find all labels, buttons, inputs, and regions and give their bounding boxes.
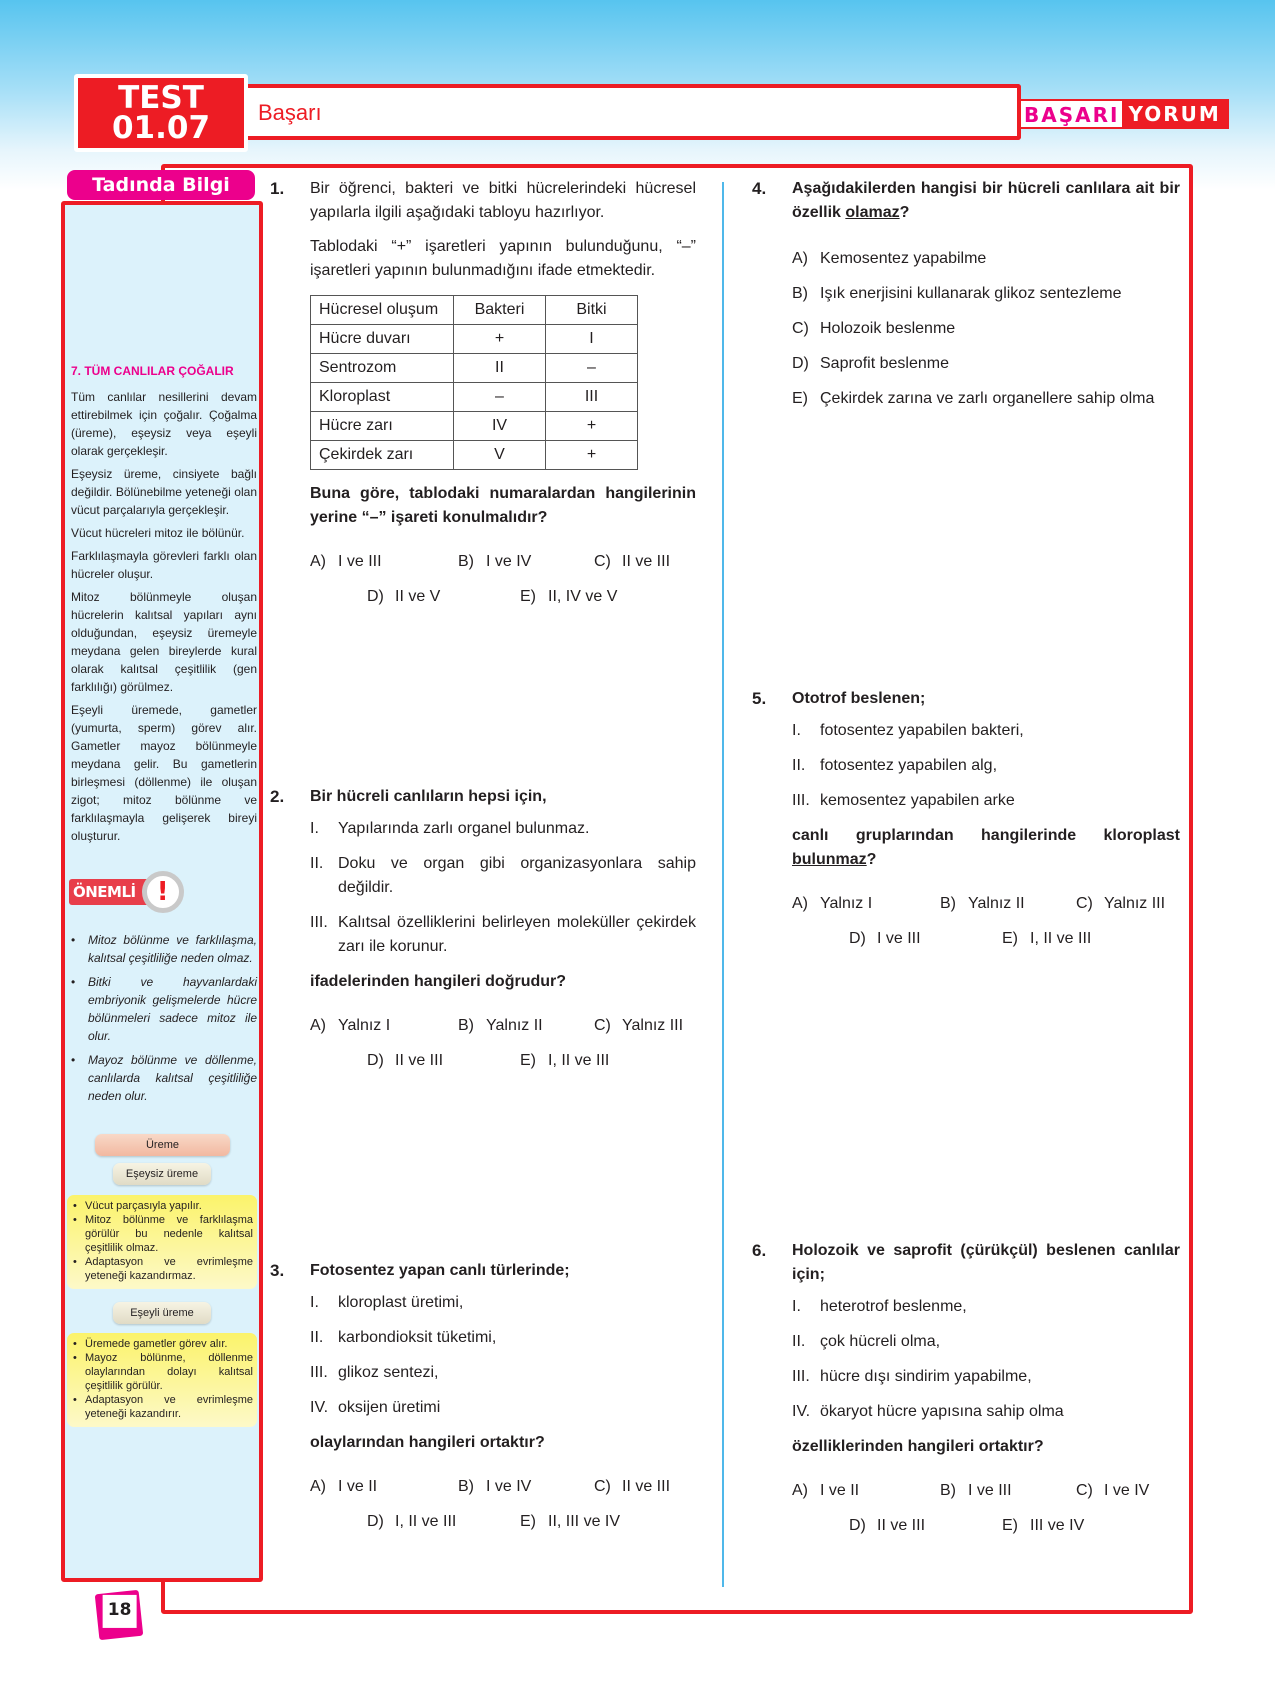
question-stem: ifadelerinden hangileri doğrudur?	[310, 973, 567, 990]
table-cell: –	[546, 354, 638, 383]
statement-list	[310, 1291, 696, 1420]
option-b[interactable]: B) I ve IV	[458, 553, 532, 570]
table-cell: Hücre duvarı	[311, 325, 454, 354]
question-stem: Buna göre, tablodaki numaralardan hangilerinin yerine “–” işareti konulmalıdır?	[310, 485, 696, 526]
option-b[interactable]: B) Yalnız II	[458, 1017, 543, 1034]
diagram-sexual: Eşeyli üreme	[113, 1302, 211, 1324]
option-c[interactable]: C) II ve III	[594, 1478, 671, 1495]
table-row	[311, 383, 638, 412]
sexual-point: • Mayoz bölünme, döllenme olaylarından dolayı kalıtsal çeşitlilik görülür.	[71, 1351, 253, 1393]
option-b[interactable]: B) Işık enerjisini kullanarak glikoz sentezleme	[792, 285, 1122, 302]
answer-options	[310, 1475, 696, 1555]
table-cell: Hücre zarı	[311, 412, 454, 441]
question-intro: Ototrof beslenen;	[792, 690, 926, 707]
option-d[interactable]: D) II ve V	[367, 588, 441, 605]
option-e[interactable]: E) I, II ve III	[1002, 930, 1092, 947]
diagram-asexual: Eşeysiz üreme	[113, 1163, 211, 1185]
table-cell: –	[454, 383, 546, 412]
option-c[interactable]: C) Holozoik beslenme	[792, 320, 956, 337]
test-number: 01.07	[111, 110, 211, 146]
statement-item: III. glikoz sentezi,	[310, 1364, 439, 1381]
option-a[interactable]: A) Kemosentez yapabilme	[792, 250, 987, 267]
answer-options	[310, 1014, 696, 1094]
question-intro: Bir öğrenci, bakteri ve bitki hücrelerindeki hücresel yapılarla ilgili aşağıdaki tabloyu hazırlıyor.	[310, 180, 696, 221]
statement-list	[792, 719, 1180, 813]
sidebar-tag: Tadında Bilgi	[67, 170, 255, 200]
option-c[interactable]: C) I ve IV	[1076, 1482, 1150, 1499]
option-e[interactable]: E) Çekirdek zarına ve zarlı organellere sahip olma	[792, 390, 1155, 407]
statement-list	[792, 1295, 1180, 1424]
option-a[interactable]: A) Yalnız I	[310, 1017, 391, 1034]
table-row	[311, 412, 638, 441]
option-b[interactable]: B) I ve III	[940, 1482, 1012, 1499]
question-intro-2: Tablodaki “+” işaretleri yapının bulunduğunu, “–” işaretleri yapının bulunmadığını ifade etmektedir.	[310, 238, 696, 279]
option-e[interactable]: E) II, IV ve V	[520, 588, 618, 605]
option-b[interactable]: B) Yalnız II	[940, 895, 1025, 912]
emphasis-underline: bulunmaz	[792, 851, 867, 868]
option-c[interactable]: C) Yalnız III	[594, 1017, 684, 1034]
page-number: 18	[103, 1595, 137, 1628]
sidebar-paragraph: Tüm canlılar nesillerini devam ettirebilmek için çoğalır. Çoğalma (üreme), eşeysiz veya eşeyli olarak gerçekleşir.	[71, 390, 257, 458]
statement-item: III. hücre dışı sindirim yapabilme,	[792, 1368, 1032, 1385]
important-badge	[69, 871, 184, 913]
answer-options	[792, 1479, 1180, 1559]
column-divider	[722, 182, 724, 1587]
table-cell: Sentrozom	[311, 354, 454, 383]
statement-item: III. kemosentez yapabilen arke	[792, 792, 1015, 809]
important-item: • Mayoz bölünme ve döllenme, canlılarda kalıtsal çeşitliliğe neden olur.	[71, 1051, 257, 1105]
question-intro: Fotosentez yapan canlı türlerinde;	[310, 1262, 570, 1279]
table-cell: Çekirdek zarı	[311, 441, 454, 470]
sidebar-paragraph: Vücut hücreleri mitoz ile bölünür.	[71, 526, 245, 540]
table-cell: +	[454, 325, 546, 354]
statement-item: I. heterotrof beslenme,	[792, 1298, 967, 1315]
question-number: 5.	[752, 689, 767, 708]
brand-logo	[1019, 99, 1229, 129]
table-header: Bakteri	[454, 296, 546, 325]
question-number: 4.	[752, 179, 767, 198]
option-a[interactable]: A) Yalnız I	[792, 895, 873, 912]
question-number: 3.	[270, 1261, 285, 1280]
option-d[interactable]: D) I, II ve III	[367, 1513, 457, 1530]
test-badge	[74, 74, 248, 152]
table-cell: V	[454, 441, 546, 470]
sidebar-paragraph: Farklılaşmayla görevleri farklı olan hücreler oluşur.	[71, 549, 257, 581]
table-cell: +	[546, 441, 638, 470]
structures-table	[310, 295, 638, 470]
question-stem: canlı gruplarından hangilerinde kloroplast bulunmaz?	[792, 827, 1180, 868]
table-cell: III	[546, 383, 638, 412]
answer-options	[792, 247, 1180, 411]
table-row	[311, 354, 638, 383]
table-header: Hücresel oluşum	[311, 296, 454, 325]
statement-list	[310, 817, 696, 959]
table-cell: II	[454, 354, 546, 383]
emphasis-underline: olamaz	[845, 204, 900, 221]
question-number: 1.	[270, 179, 285, 198]
title-bar	[244, 84, 1021, 140]
option-c[interactable]: C) II ve III	[594, 553, 671, 570]
question-number: 6.	[752, 1241, 767, 1260]
statement-item: II. fotosentez yapabilen alg,	[792, 757, 998, 774]
answer-options	[792, 892, 1180, 972]
sexual-point: • Üremede gametler görev alır.	[71, 1337, 253, 1351]
question-intro: Aşağıdakilerden hangisi bir hücreli canlılara ait bir özellik olamaz?	[792, 180, 1180, 221]
info-sidebar	[61, 201, 263, 1582]
table-cell: I	[546, 325, 638, 354]
option-a[interactable]: A) I ve III	[310, 553, 382, 570]
asexual-point: • Mitoz bölünme ve farklılaşma görülür bu nedenle kalıtsal çeşitlilik olmaz.	[71, 1213, 253, 1255]
question-stem: özelliklerinden hangileri ortaktır?	[792, 1438, 1044, 1455]
brand-part1: BAŞARI	[1019, 99, 1124, 129]
page-number-badge	[95, 1590, 144, 1640]
important-label: ÖNEMLİ	[69, 879, 156, 905]
statement-item: I. kloroplast üretimi,	[310, 1294, 464, 1311]
page-title: Başarı	[258, 100, 322, 125]
option-e[interactable]: E) II, III ve IV	[520, 1513, 621, 1530]
asexual-point: • Vücut parçasıyla yapılır.	[71, 1199, 253, 1213]
statement-item: IV. ökaryot hücre yapısına sahip olma	[792, 1403, 1064, 1420]
question-intro: Bir hücreli canlıların hepsi için,	[310, 788, 547, 805]
option-d[interactable]: D) II ve III	[367, 1052, 444, 1069]
test-label: TEST	[118, 80, 204, 116]
asexual-point: • Adaptasyon ve evrimleşme yeteneği kazandırmaz.	[71, 1255, 253, 1283]
question-intro: Holozoik ve saprofit (çürükçül) beslenen canlılar için;	[792, 1242, 1180, 1283]
important-item: • Bitki ve hayvanlardaki embriyonik gelişmelerde hücre bölünmeleri sadece mitoz ile olur.	[71, 973, 257, 1045]
statement-item: I. fotosentez yapabilen bakteri,	[792, 722, 1024, 739]
sidebar-paragraph: Eşeysiz üreme, cinsiyete bağlı değildir. Bölünebilme yeteneği olan vücut parçalarıyla gerçekleşir.	[71, 467, 257, 517]
option-a[interactable]: A) I ve II	[792, 1482, 860, 1499]
statement-item: IV. oksijen üretimi	[310, 1399, 441, 1416]
statement-item: I. Yapılarında zarlı organel bulunmaz.	[310, 820, 590, 837]
table-row	[311, 325, 638, 354]
answer-options	[310, 550, 696, 630]
option-d[interactable]: D) I ve III	[849, 930, 921, 947]
sidebar-heading: 7. TÜM CANLILAR ÇOĞALIR	[71, 364, 234, 378]
option-e[interactable]: E) III ve IV	[1002, 1517, 1085, 1534]
option-c[interactable]: C) Yalnız III	[1076, 895, 1166, 912]
table-header: Bitki	[546, 296, 638, 325]
table-header-row	[311, 296, 638, 325]
sidebar-body	[71, 388, 257, 850]
exclamation-icon: !	[142, 871, 184, 913]
question-stem: olaylarından hangileri ortaktır?	[310, 1434, 545, 1451]
table-row	[311, 441, 638, 470]
sidebar-paragraph: Eşeyli üremede, gametler (yumurta, sperm) görev alır. Gametler mayoz bölünmeyle meydana gelir. Bu gametlerin birleşmesi (döllenme) ile oluşan zigot; mitoz bölünme ve farklılaşmayla gelişerek bireyi oluşturur.	[71, 703, 257, 843]
option-d[interactable]: D) II ve III	[849, 1517, 926, 1534]
brand-part2: YORUM	[1124, 99, 1228, 129]
important-list	[71, 931, 257, 1111]
sexual-points	[67, 1333, 257, 1427]
question-number: 2.	[270, 787, 285, 806]
statement-item: II. Doku ve organ gibi organizasyonlara sahip değildir.	[310, 855, 696, 896]
option-a[interactable]: A) I ve II	[310, 1478, 378, 1495]
option-b[interactable]: B) I ve IV	[458, 1478, 532, 1495]
table-cell: Kloroplast	[311, 383, 454, 412]
statement-item: II. çok hücreli olma,	[792, 1333, 941, 1350]
sidebar-paragraph: Mitoz bölünmeyle oluşan hücrelerin kalıtsal yapıları aynı olduğundan, eşeysiz üremeyle meydana gelen bireylerde kural olarak kalıtsal çeşitlilik (gen farklılığı) görülmez.	[71, 590, 257, 694]
sexual-point: • Adaptasyon ve evrimleşme yeteneği kazandırır.	[71, 1393, 253, 1421]
table-cell: IV	[454, 412, 546, 441]
asexual-points	[67, 1195, 257, 1289]
statement-item: II. karbondioksit tüketimi,	[310, 1329, 497, 1346]
statement-item: III. Kalıtsal özelliklerini belirleyen moleküller çekirdek zarı ile korunur.	[310, 914, 696, 955]
diagram-root: Üreme	[95, 1134, 230, 1156]
important-item: • Mitoz bölünme ve farklılaşma, kalıtsal çeşitliliğe neden olmaz.	[71, 931, 257, 967]
option-d[interactable]: D) Saprofit beslenme	[792, 355, 949, 372]
option-e[interactable]: E) I, II ve III	[520, 1052, 610, 1069]
table-cell: +	[546, 412, 638, 441]
